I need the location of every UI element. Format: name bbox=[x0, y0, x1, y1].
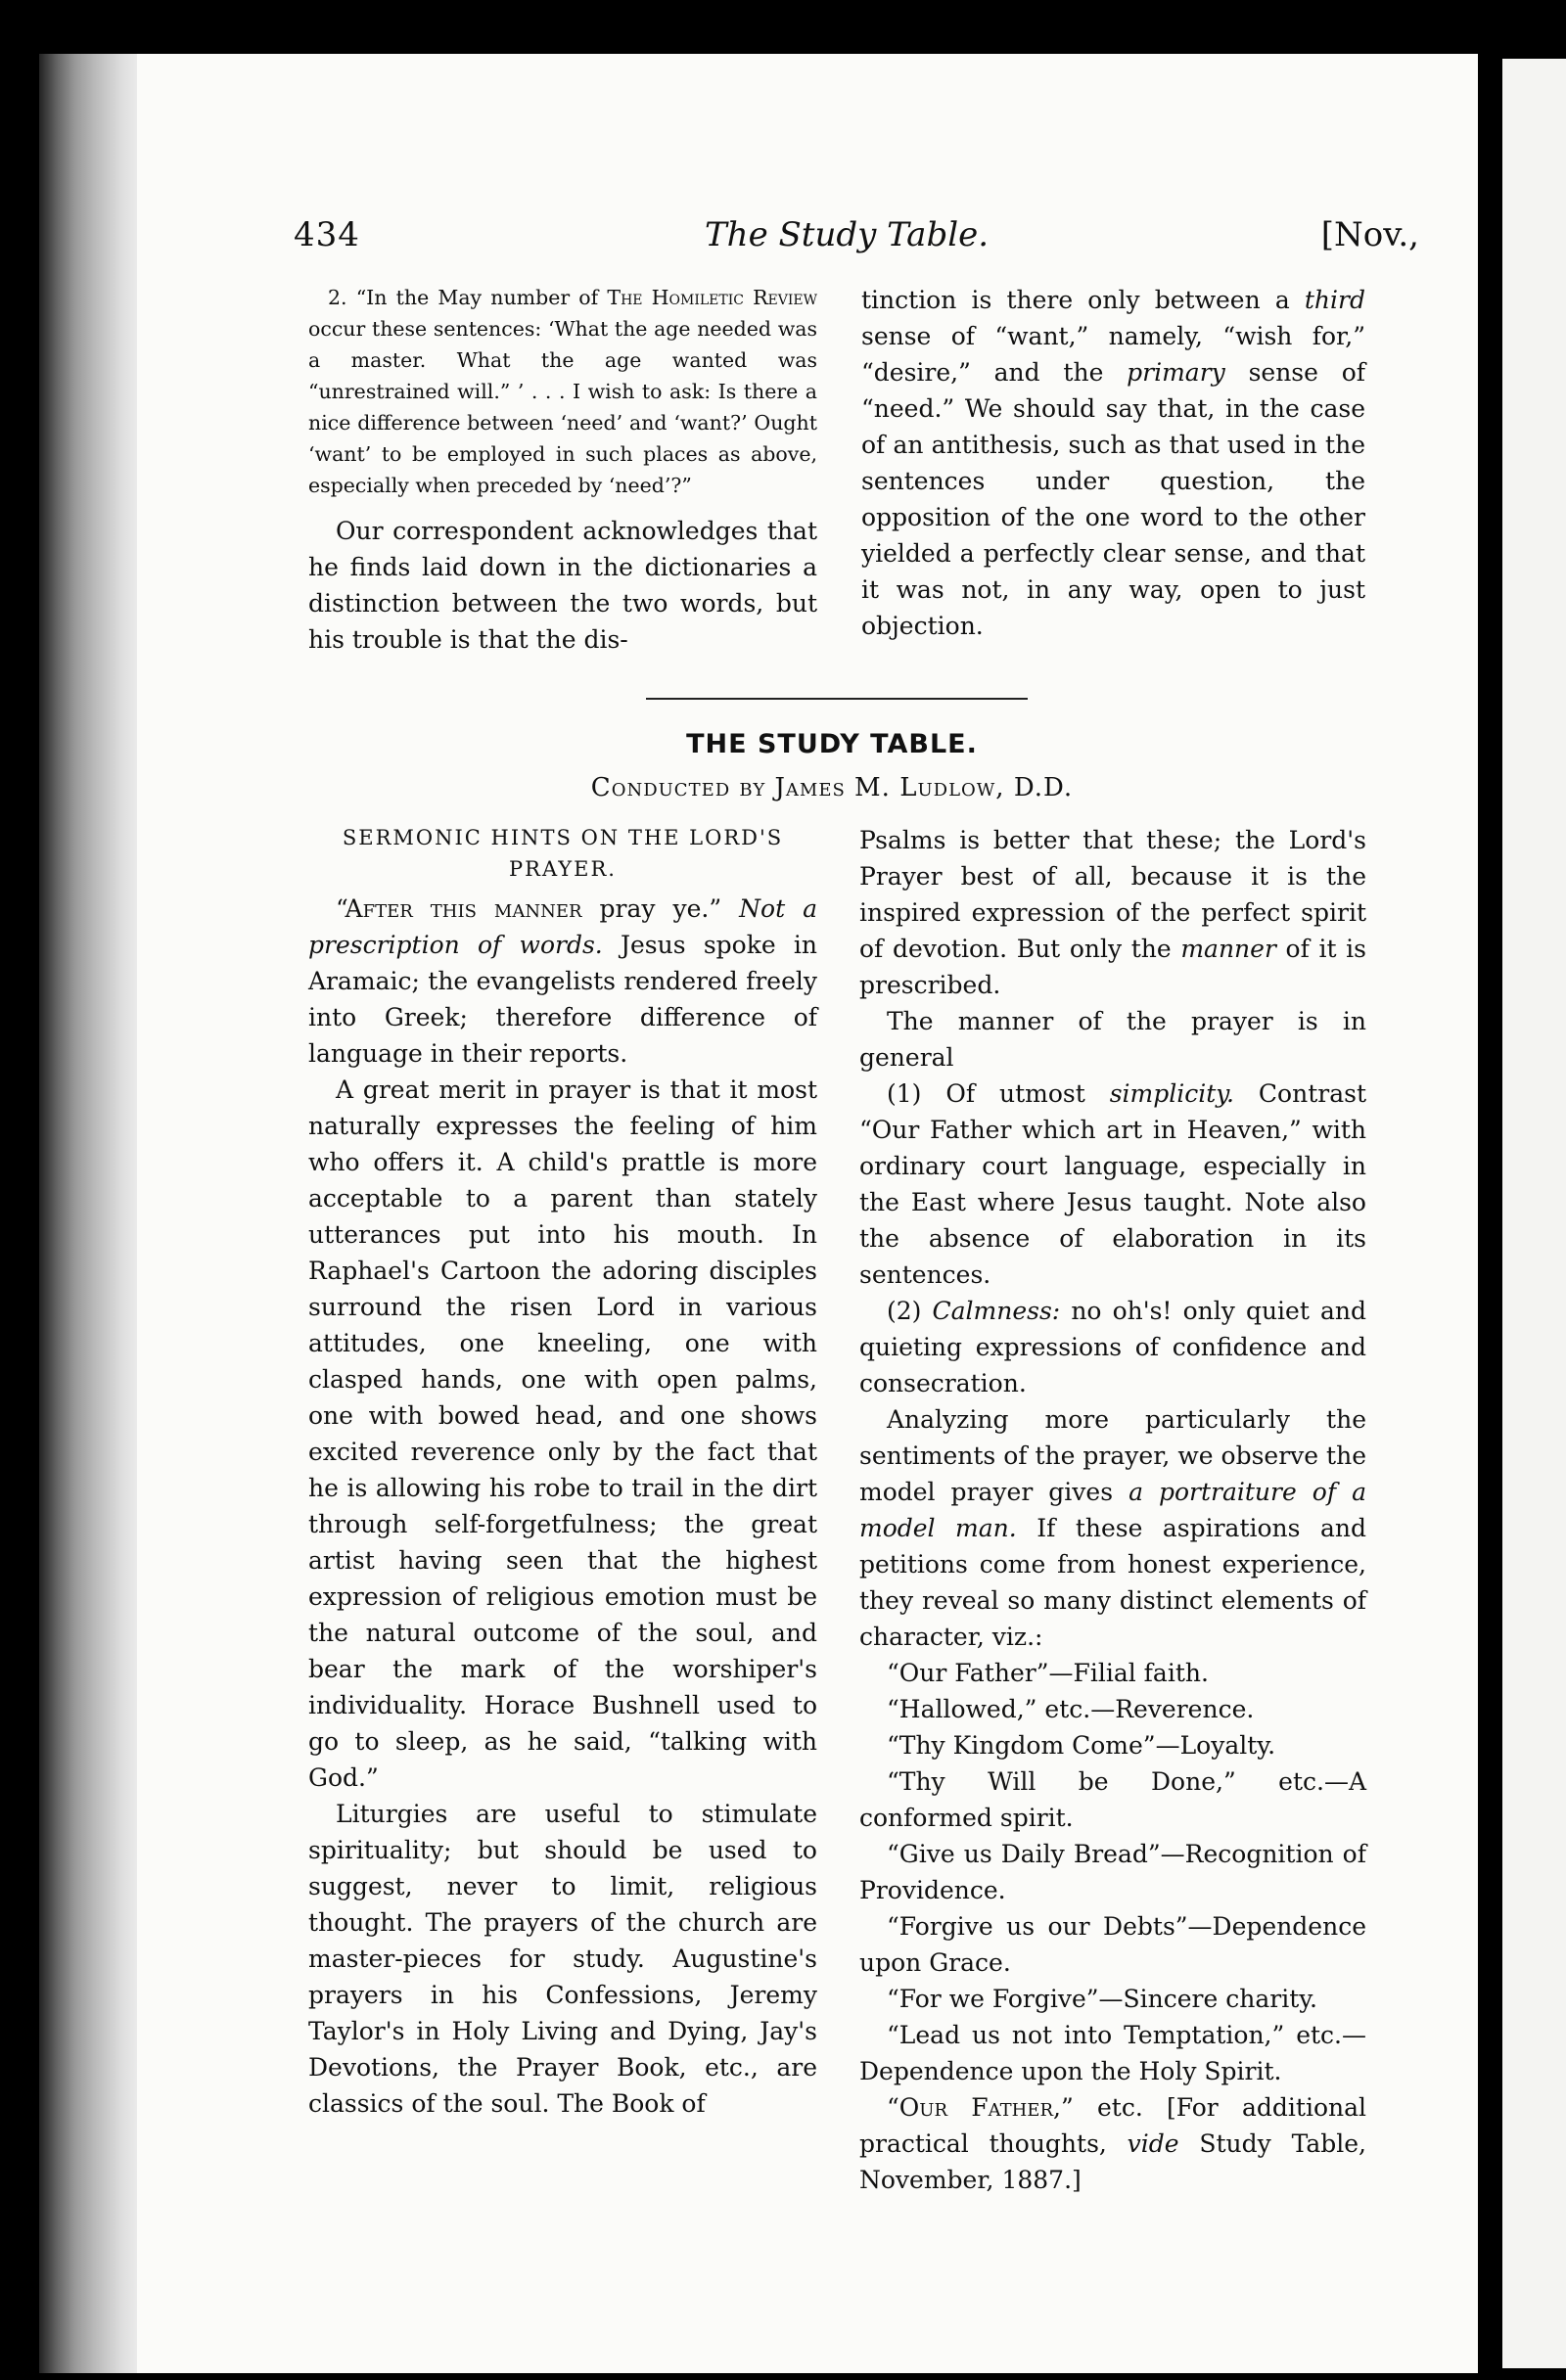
list-item: “Thy Will be Done,” etc.—A conformed spirit. bbox=[859, 1767, 1366, 1832]
answer-paragraph-left: Our correspondent acknowledges that he finds laid down in the dictionaries a distinction between the two words, but his trouble is that the dis- bbox=[308, 517, 817, 654]
running-date: [Nov., bbox=[1320, 215, 1419, 254]
facing-page-edge bbox=[1502, 59, 1566, 2368]
answer-paragraph-right: tinction is there only between a third sense of “want,” namely, “wish for,” “desire,” and the primary sense of “need.” We should say that, in the case of an antithesis, such as that used in the sentences under question, the opposition of the one word to the other yielded a perfectly clear sense, and that it was not, in any way, open to just objection. bbox=[861, 286, 1365, 640]
list-item: “Forgive us our Debts”—Dependence upon Grace. bbox=[859, 1912, 1366, 1977]
list-item: “Give us Daily Bread”—Recognition of Providence. bbox=[859, 1840, 1366, 1904]
article-left-column bbox=[308, 822, 817, 2122]
section-byline: Conducted by James M. Ludlow, D.D. bbox=[590, 773, 1074, 802]
list-item: “For we Forgive”—Sincere charity. bbox=[887, 1985, 1317, 2013]
article-paragraph-7: Analyzing more particularly the sentiments of the prayer, we observe the model prayer gives a portraiture of a model man. If these aspirations and petitions come from honest experience, they reveal so many distinct elements of character, viz.: bbox=[859, 1405, 1366, 1651]
article-paragraph-8: “Our Father,” etc. [For additional practical thoughts, vide Study Table, November, 1887.] bbox=[859, 2093, 1366, 2194]
article-paragraph-4: The manner of the prayer is in general bbox=[859, 1007, 1366, 1072]
article-paragraph-6: (2) Calmness: no oh's! only quiet and quieting expressions of confidence and consecration. bbox=[859, 1297, 1366, 1397]
answer-column-right bbox=[861, 282, 1365, 644]
question-text: 2. “In the May number of The Homiletic Review occur these sentences: ‘What the age needed was a master. What the age wanted was “unrestrained will.” ’ . . . I wish to ask: Is there a nice difference between ‘need’ and ‘want?’ Ought ‘want’ to be employed in such places as above, especially when preceded by ‘need’?” bbox=[308, 286, 817, 497]
list-item: “Our Father”—Filial faith. bbox=[887, 1659, 1209, 1687]
question-column bbox=[308, 282, 817, 658]
section-title: THE STUDY TABLE. bbox=[686, 729, 978, 759]
page-number: 434 bbox=[294, 215, 360, 254]
article-paragraph-5: (1) Of utmost simplicity. Contrast “Our Father which art in Heaven,” with ordinary court language, especially in the East where Jesus taught. Note also the absence of elaboration in its sentences. bbox=[859, 1079, 1366, 1289]
article-right-column bbox=[859, 822, 1366, 2198]
article-paragraph-3-continued: Psalms is better that these; the Lord's Prayer best of all, because it is the inspired expression of the perfect spirit of devotion. But only the manner of it is prescribed. bbox=[859, 826, 1366, 999]
scan-left-edge bbox=[39, 54, 142, 2373]
list-item: “Thy Kingdom Come”—Loyalty. bbox=[887, 1731, 1276, 1760]
section-divider bbox=[646, 698, 1028, 700]
running-head bbox=[294, 215, 1419, 264]
list-item: “Lead us not into Temptation,” etc.—Dependence upon the Holy Spirit. bbox=[859, 2021, 1366, 2085]
running-title: The Study Table. bbox=[705, 215, 990, 254]
article-paragraph-2: A great merit in prayer is that it most naturally expresses the feeling of him who offers it. A child's prattle is more acceptable to a parent than stately utterances put into his mouth. In Raphael's Cartoon the adoring disciples surround the risen Lord in various attitudes, one kneeling, one with clasped hands, one with open palms, one with bowed head, and one shows excited reverence only by the fact that he is allowing his robe to trail in the dirt through self-forgetfulness; the great artist having seen that the highest expression of religious emotion must be the natural outcome of the soul, and bear the mark of the worshiper's individuality. Horace Bushnell used to go to sleep, as he said, “talking with God.” bbox=[308, 1076, 817, 1792]
article-paragraph-1: “After this manner pray ye.” Not a prescription of words. Jesus spoke in Aramaic; the evangelists rendered freely into Greek; therefore difference of language in their reports. bbox=[308, 894, 818, 1068]
list-item: “Hallowed,” etc.—Reverence. bbox=[887, 1695, 1255, 1723]
article-paragraph-3: Liturgies are useful to stimulate spirituality; but should be used to suggest, never to limit, religious thought. The prayers of the church are master-pieces for study. Augustine's prayers in his Confessions, Jeremy Taylor's in Holy Living and Dying, Jay's Devotions, the Prayer Book, etc., are classics of the soul. The Book of bbox=[308, 1800, 817, 2118]
article-heading: SERMONIC HINTS ON THE LORD'S PRAYER. bbox=[342, 826, 784, 881]
